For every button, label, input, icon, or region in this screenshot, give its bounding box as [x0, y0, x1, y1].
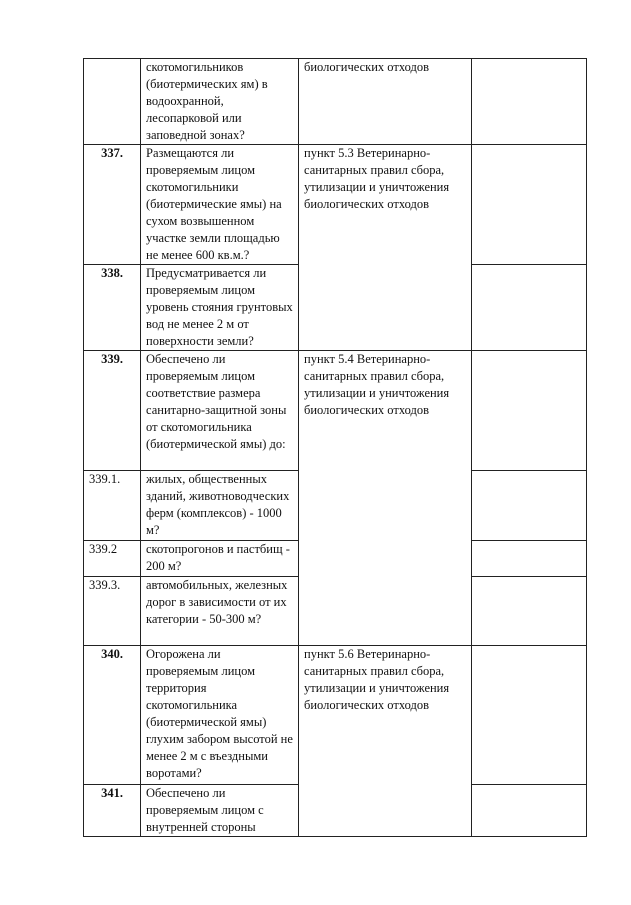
checklist-table	[83, 58, 587, 837]
row-result-cell	[472, 351, 587, 471]
row-number: 341.	[84, 785, 141, 837]
row-reference: биологических отходов	[299, 59, 472, 145]
row-question: скотопрогонов и пастбищ - 200 м?	[141, 541, 299, 577]
row-question: Размещаются ли проверяемым лицом скотомогильники (биотермические ямы) на сухом возвышенном участке земли площадью не менее 600 кв.м.?	[141, 145, 299, 265]
table-row	[84, 351, 587, 471]
row-result-cell	[472, 265, 587, 351]
row-question: жилых, общественных зданий, животноводческих ферм (комплексов) - 1000 м?	[141, 471, 299, 541]
row-number: 339.3.	[84, 577, 141, 646]
row-reference: пункт 5.3 Ветеринарно-санитарных правил сбора, утилизации и уничтожения биологических отходов	[299, 145, 472, 351]
row-question: Обеспечено ли проверяемым лицом с внутренней стороны	[141, 785, 299, 837]
row-result-cell	[472, 145, 587, 265]
row-number: 340.	[84, 646, 141, 785]
row-result-cell	[472, 541, 587, 577]
row-result-cell	[472, 59, 587, 145]
row-question: скотомогильников (биотермических ям) в водоохранной, лесопарковой или заповедной зонах?	[141, 59, 299, 145]
row-reference: пункт 5.6 Ветеринарно-санитарных правил сбора, утилизации и уничтожения биологических отходов	[299, 646, 472, 837]
row-number: 339.2	[84, 541, 141, 577]
row-question: Предусматривается ли проверяемым лицом уровень стояния грунтовых вод не менее 2 м от поверхности земли?	[141, 265, 299, 351]
table-row	[84, 59, 587, 145]
row-number: 338.	[84, 265, 141, 351]
row-result-cell	[472, 577, 587, 646]
row-number	[84, 59, 141, 145]
row-result-cell	[472, 471, 587, 541]
table-row	[84, 145, 587, 265]
row-question: Огорожена ли проверяемым лицом территория скотомогильника (биотермической ямы) глухим забором высотой не менее 2 м с въездными воротами?	[141, 646, 299, 785]
row-number: 339.	[84, 351, 141, 471]
row-question: Обеспечено ли проверяемым лицом соответствие размера санитарно-защитной зоны от скотомогильника (биотермической ямы) до:	[141, 351, 299, 471]
row-result-cell	[472, 646, 587, 785]
row-question: автомобильных, железных дорог в зависимости от их категории - 50-300 м?	[141, 577, 299, 646]
row-result-cell	[472, 785, 587, 837]
row-reference: пункт 5.4 Ветеринарно-санитарных правил сбора, утилизации и уничтожения биологических отходов	[299, 351, 472, 646]
table-row	[84, 646, 587, 785]
row-number: 339.1.	[84, 471, 141, 541]
row-number: 337.	[84, 145, 141, 265]
